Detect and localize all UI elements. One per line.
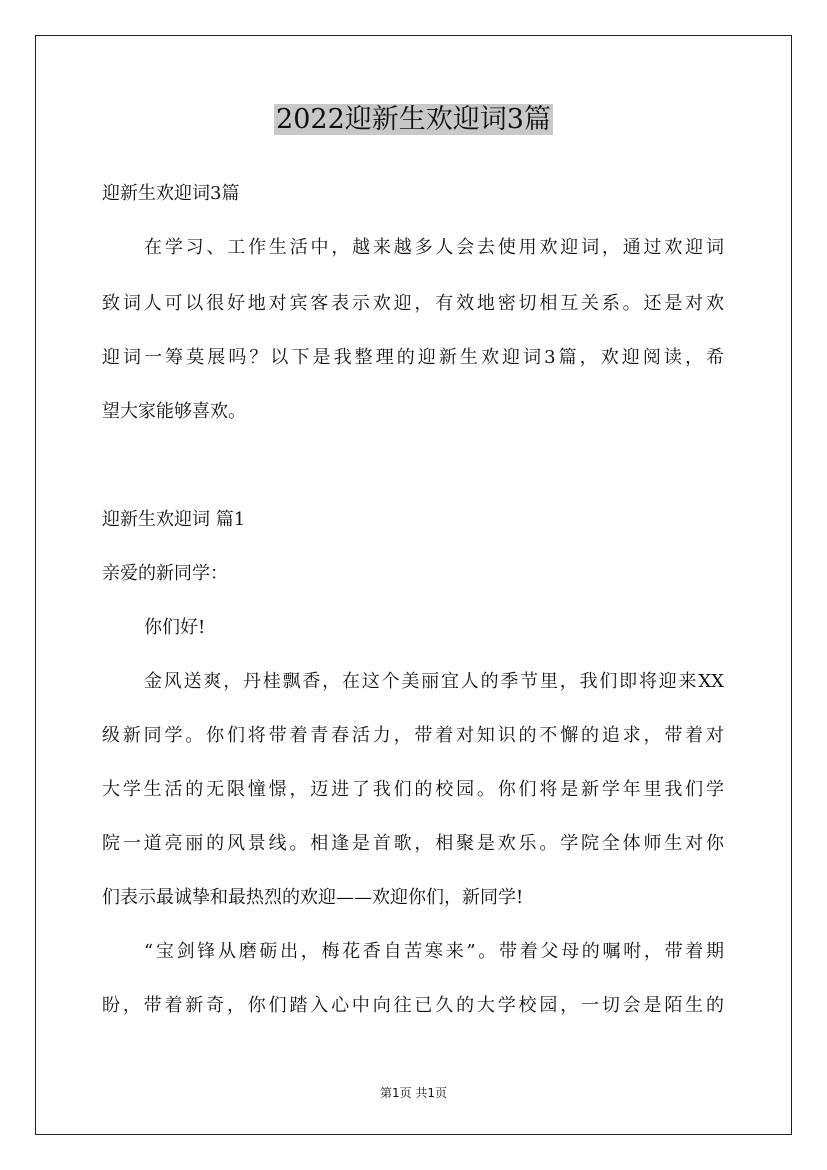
- intro-line-1: 在学习、工作生活中，越来越多人会去使用欢迎词，通过欢迎词: [144, 237, 724, 258]
- intro-line-2: 致词人可以很好地对宾客表示欢迎，有效地密切相互关系。还是对欢: [102, 293, 724, 314]
- greeting: 你们好!: [144, 617, 206, 638]
- intro-line-3: 迎词一筹莫展吗？以下是我整理的迎新生欢迎词3篇，欢迎阅读，希: [102, 347, 724, 368]
- document-title-wrapper: [0, 100, 827, 140]
- page-footer: 第1页 共1页: [379, 1086, 448, 1100]
- intro-line-4: 望大家能够喜欢。: [102, 401, 246, 422]
- body-line-4: 院一道亮丽的风景线。相逢是首歌，相聚是欢乐。学院全体师生对你: [102, 833, 724, 854]
- body-line-3: 大学生活的无限憧憬，迈进了我们的校园。你们将是新学年里我们学: [102, 779, 724, 800]
- body-line-2: 级新同学。你们将带着青春活力，带着对知识的不懈的追求，带着对: [102, 725, 724, 746]
- subtitle: 迎新生欢迎词3篇: [102, 183, 240, 204]
- salutation: 亲爱的新同学：: [102, 563, 228, 584]
- body-line-6: “宝剑锋从磨砺出，梅花香自苦寒来”。带着父母的嘱咐，带着期: [144, 941, 724, 962]
- body-line-7: 盼，带着新奇，你们踏入心中向往已久的大学校园，一切会是陌生的: [102, 995, 724, 1016]
- body-line-1: 金风送爽，丹桂飘香，在这个美丽宜人的季节里，我们即将迎来XX: [144, 671, 724, 692]
- section-heading: 迎新生欢迎词 篇1: [102, 509, 246, 530]
- body-line-5: 们表示最诚挚和最热烈的欢迎——欢迎你们，新同学!: [102, 887, 524, 908]
- document-title: 2022迎新生欢迎词3篇: [276, 104, 551, 135]
